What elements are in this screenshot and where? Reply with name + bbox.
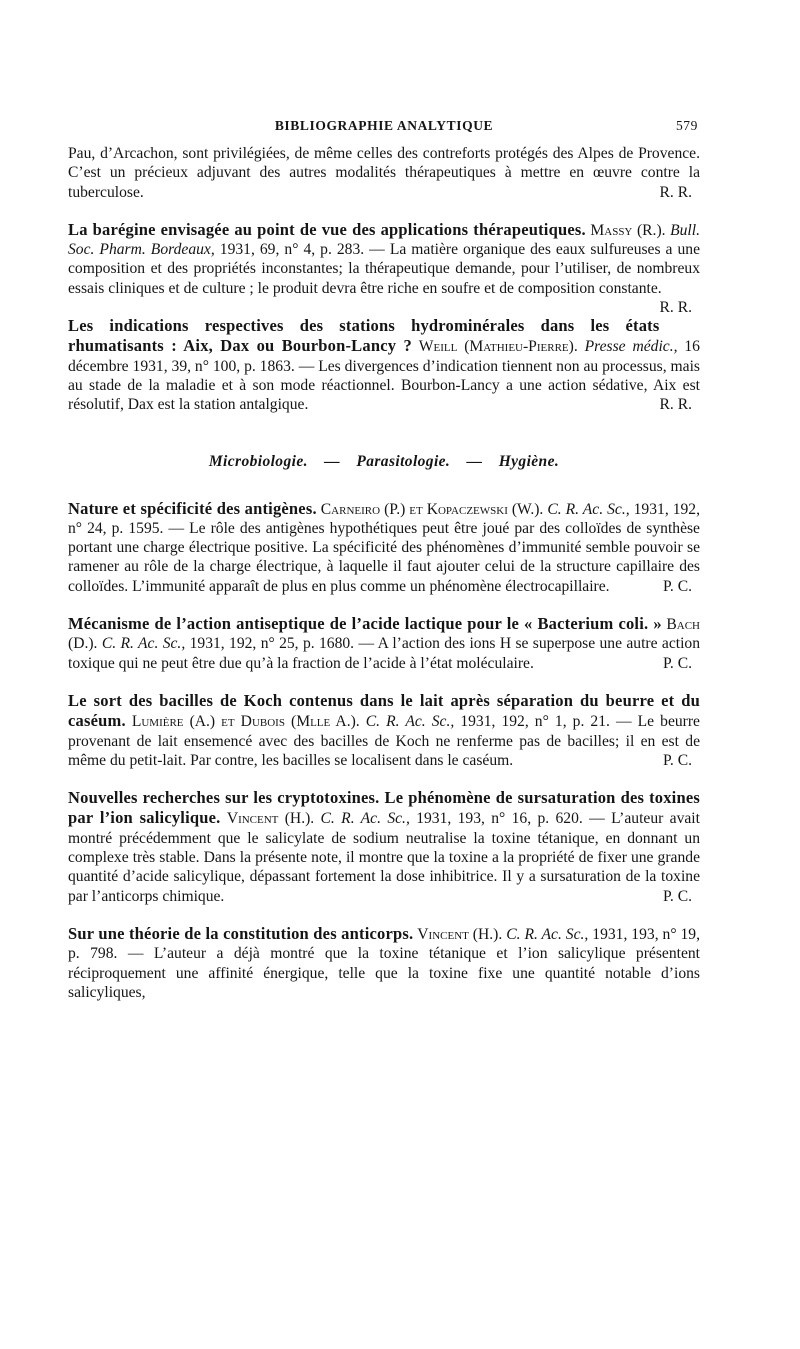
entry-title: Nature et spécificité des antigènes. bbox=[68, 498, 317, 518]
entry-bibliographic-item bbox=[68, 499, 700, 596]
entry-title: Mécanisme de l’action antiseptique de l’acide lactique pour le « Bacterium coli. » bbox=[68, 614, 662, 634]
section-dash: — bbox=[324, 452, 341, 470]
section-dash: — bbox=[466, 452, 483, 470]
entry-title: La barégine envisagée au point de vue des applications thérapeutiques. bbox=[68, 219, 586, 239]
entry-bibliographic-item bbox=[68, 219, 701, 317]
entry-bibliographic-item bbox=[68, 788, 700, 906]
running-title: BIBLIOGRAPHIE ANALYTIQUE bbox=[274, 118, 494, 133]
entry-signature: P. C. bbox=[662, 751, 692, 769]
entry-journal: C. R. Ac. Sc., bbox=[365, 713, 455, 731]
entry-reference: 1931, 192, n° 24, p. 1595. — bbox=[68, 500, 700, 537]
entry-signature: R. R. bbox=[659, 396, 692, 414]
entry-reference: 1931, 193, n° 16, p. 620. — bbox=[416, 810, 605, 828]
entry-reference: 1931, 193, n° 19, p. 798. — bbox=[68, 925, 701, 963]
entry-journal: C. R. Ac. Sc., bbox=[101, 635, 186, 653]
entry-authors: Carneiro (P.) et Kopaczewski (W.). bbox=[320, 500, 544, 518]
entry-bibliographic-item bbox=[68, 614, 700, 673]
entry-summary: Les divergences d’indication tiennent non au processus, mais au stade de la maladie et à son mode réactionnel. Bourbon-Lancy a une action sédative, Aix est résolutif, Dax est la station antalgique. bbox=[68, 357, 700, 414]
entry-reference: 16 décembre 1931, 39, n° 100, p. 1863. — bbox=[68, 338, 700, 375]
section-part: Microbiologie. bbox=[208, 452, 308, 470]
entry-title: Le sort des bacilles de Koch contenus dans le lait après séparation du beurre et du caséum. bbox=[68, 690, 700, 731]
entry-signature: P. C. bbox=[662, 654, 692, 672]
entry-authors: Vincent (H.). bbox=[226, 810, 315, 828]
entry-reference: 1931, 192, n° 1, p. 21. — bbox=[460, 713, 632, 731]
entry-summary: A l’action des ions H se superpose une autre action toxique qui ne peut être due qu’à la fraction de l’acide à l’état moléculaire. bbox=[68, 635, 701, 672]
entry-authors: Lumière (A.) et Dubois (Mlle A.). bbox=[131, 713, 360, 731]
entry-bibliographic-item bbox=[68, 924, 700, 1002]
entry-summary: La matière organique des eaux sulfureuses a une composition et des propriétés inconstantes; la thérapeutique demande, pour l’utiliser, de nombreux essais cliniques et de culture ; le produit devra être riche en soufre et de composition constante. bbox=[68, 241, 701, 297]
entry-journal: Presse médic., bbox=[584, 338, 678, 356]
entry-reference: 1931, 69, n° 4, p. 283. — bbox=[219, 241, 385, 259]
entry-title: Sur une théorie de la constitution des anticorps. bbox=[68, 923, 414, 943]
page-number: 579 bbox=[675, 118, 698, 133]
entry-signature: P. C. bbox=[662, 577, 692, 595]
entry-title: Les indications respectives des stations hydrominérales dans les états rhumatisants : Aix, Dax ou Bourbon-Lancy ? bbox=[68, 316, 660, 356]
entry-title: Nouvelles recherches sur les cryptotoxines. Le phénomène de sursaturation des toxines par l’ion salicylique. bbox=[68, 788, 700, 828]
page bbox=[68, 118, 700, 1013]
entry-authors: Vincent (H.). bbox=[417, 925, 503, 943]
intro-paragraph bbox=[68, 144, 700, 202]
entry-summary: L’auteur avait montré précédemment que le salicylate de sodium neutralise la toxine tétanique, en donnant un complexe très stable. Dans la présente note, il montre que la toxine a la propriété de fixer une grande quantité d’acide salicylique, dépassant fortement la dose inhibitrice. Il y a sursaturation de la toxine par l’anticorps chimique. bbox=[68, 810, 700, 905]
running-header bbox=[68, 118, 700, 144]
entry-authors: Weill (Mathieu-Pierre). bbox=[418, 338, 578, 356]
section-heading bbox=[68, 453, 700, 471]
entry-summary: L’auteur a déjà montré que la toxine tétanique et l’ion salicylique présentent réciproquement une affinité énergique, telle que la toxine fixe une quantité notable d’ions salicyliques, bbox=[68, 945, 700, 1001]
entry-bibliographic-item bbox=[68, 316, 700, 414]
entry-authors: Bach (D.). bbox=[68, 616, 700, 653]
entry-bibliographic-item bbox=[68, 691, 700, 770]
intro-signature: R. R. bbox=[659, 183, 692, 201]
entry-summary: Le rôle des antigènes hypothétiques peut être joué par des colloïdes de synthèse portant une charge électrique positive. La spécificité des phénomènes d’immunité semble pouvoir se ramener au rôle de la charge électrique, à laquelle il faut ajouter celui de la structure capillaire des colloïdes. L’immunité apparaît de plus en plus comme un phénomène électrocapillaire. bbox=[68, 519, 700, 595]
entry-journal: C. R. Ac. Sc., bbox=[547, 500, 630, 518]
entry-summary: Le beurre provenant de lait ensemencé avec des bacilles de Koch ne renferme pas de bacilles; il en est de même du petit-lait. Par contre, les bacilles se localisent dans le caséum. bbox=[68, 713, 700, 769]
entry-journal: C. R. Ac. Sc., bbox=[506, 925, 589, 943]
entry-journal: Bull. Soc. Pharm. Bordeaux, bbox=[68, 221, 700, 259]
intro-text: Pau, d’Arcachon, sont privilégiées, de même celles des contreforts protégés des Alpes de Provence. C’est un précieux adjuvant des autres modalités thérapeutiques à mettre en œuvre contre la tuberculose. bbox=[68, 145, 700, 201]
entry-journal: C. R. Ac. Sc., bbox=[320, 810, 410, 828]
entry-signature: P. C. bbox=[662, 887, 692, 905]
entry-authors: Massy (R.). bbox=[590, 221, 666, 239]
section-part: Hygiène. bbox=[498, 452, 560, 470]
entry-reference: 1931, 192, n° 25, p. 1680. — bbox=[189, 635, 375, 653]
entry-signature: R. R. bbox=[659, 299, 692, 317]
section-part: Parasitologie. bbox=[356, 452, 451, 470]
